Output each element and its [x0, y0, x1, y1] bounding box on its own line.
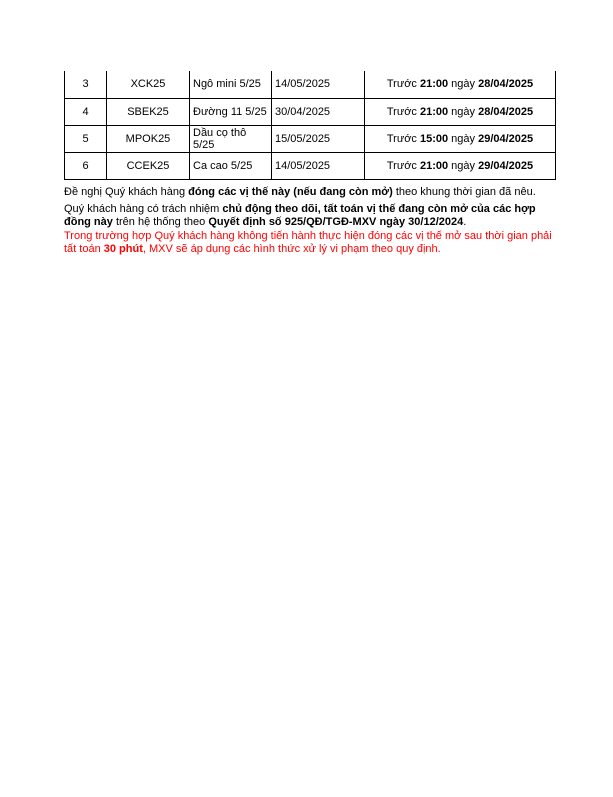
row-number: 3	[65, 71, 107, 98]
close-deadline: Trước 21:00 ngày 28/04/2025	[365, 98, 556, 125]
table-row	[65, 98, 556, 125]
table-row	[65, 71, 556, 98]
row-number: 5	[65, 125, 107, 152]
table-row	[65, 152, 556, 179]
expiry-date: 14/05/2025	[272, 152, 365, 179]
expiry-date: 15/05/2025	[272, 125, 365, 152]
contract-name: Đường 11 5/25	[190, 98, 272, 125]
table-row	[65, 125, 556, 152]
contract-name: Ca cao 5/25	[190, 152, 272, 179]
row-number: 6	[65, 152, 107, 179]
expiry-date: 14/05/2025	[272, 71, 365, 98]
close-request-paragraph: Đề nghị Quý khách hàng đóng các vị thế này (nếu đang còn mở) theo khung thời gian đã nêu.	[64, 186, 536, 198]
contract-code: SBEK25	[107, 98, 190, 125]
contract-name: Dầu cọ thô 5/25	[190, 125, 272, 152]
responsibility-paragraph: Quý khách hàng có trách nhiệm chủ động theo dõi, tất toán vị thế đang còn mở của các hợp đồng này trên hệ thống theo Quyết định số 925/QĐ/TGĐ-MXV ngày 30/12/2024.	[64, 202, 536, 228]
contract-name: Ngô mini 5/25	[190, 71, 272, 98]
row-number: 4	[65, 98, 107, 125]
close-deadline: Trước 21:00 ngày 28/04/2025	[365, 71, 556, 98]
penalty-warning-paragraph: Trong trường hợp Quý khách hàng không tiến hành thực hiện đóng các vị thế mở sau thời gian phải tất toán 30 phút, MXV sẽ áp dụng các hình thức xử lý vi phạm theo quy định.	[64, 229, 552, 255]
contract-code: XCK25	[107, 71, 190, 98]
close-deadline: Trước 15:00 ngày 29/04/2025	[365, 125, 556, 152]
contract-code: CCEK25	[107, 152, 190, 179]
expiry-date: 30/04/2025	[272, 98, 365, 125]
notice-text	[64, 186, 559, 257]
contracts-table	[64, 71, 556, 180]
close-deadline: Trước 21:00 ngày 29/04/2025	[365, 152, 556, 179]
contract-code: MPOK25	[107, 125, 190, 152]
